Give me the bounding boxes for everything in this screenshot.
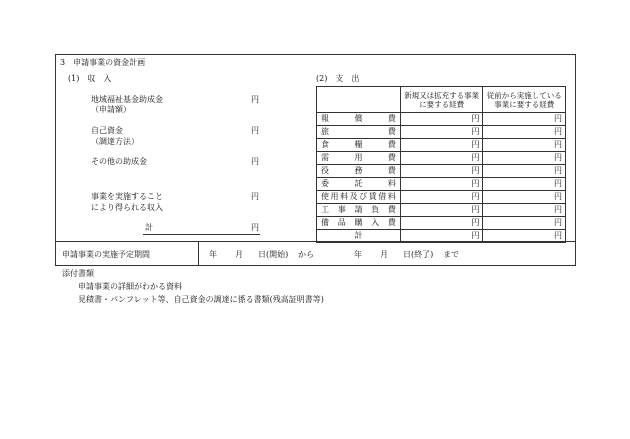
table-row	[317, 204, 566, 217]
income-item-label: 自己資金	[91, 126, 123, 135]
income-item-label: その他の助成金	[91, 157, 147, 166]
expense-item-label: 委 託 料	[321, 179, 396, 188]
new-cost-cell: 円	[400, 113, 483, 126]
existing-cost-cell: 円	[483, 178, 566, 191]
new-cost-cell: 円	[400, 178, 483, 191]
new-cost-cell: 円	[400, 204, 483, 217]
income-item-label: 事業を実施すること	[91, 192, 163, 201]
expense-item-label: 旅 費	[321, 127, 396, 136]
period-end-day: 日(終了)	[403, 250, 434, 259]
new-cost-cell: 円	[400, 152, 483, 165]
existing-cost-cell: 円	[483, 126, 566, 139]
income-item-sub: により得られる収入	[91, 203, 163, 212]
existing-cost-cell: 円	[483, 113, 566, 126]
attachment-item: 見積書・パンフレット等、自己資金の調達に係る書類(残高証明書等)	[78, 295, 324, 304]
period-start-year: 年	[209, 250, 217, 259]
existing-project-cost-header: 従前から実施している事業に要する経費	[483, 87, 566, 113]
income-item-label: 地域福祉基金助成金	[91, 95, 163, 104]
expense-total-label: 計	[317, 230, 401, 243]
new-cost-cell: 円	[400, 126, 483, 139]
table-row	[317, 152, 566, 165]
table-row	[317, 126, 566, 139]
expense-item-label: 使 用 料 及 び 賃 借 料	[321, 192, 396, 201]
new-cost-cell: 円	[400, 139, 483, 152]
expenditure-blank-header	[317, 87, 401, 113]
expense-item-label: 報 償 費	[321, 114, 396, 123]
expense-item-label: 役 務 費	[321, 166, 396, 175]
table-row	[317, 165, 566, 178]
new-cost-cell: 円	[400, 217, 483, 230]
table-row	[317, 191, 566, 204]
existing-cost-cell: 円	[483, 217, 566, 230]
income-item-unit: 円	[251, 95, 259, 104]
table-row	[317, 139, 566, 152]
expenditure-table	[316, 86, 566, 243]
income-item-unit: 円	[251, 192, 259, 201]
table-row	[317, 113, 566, 126]
new-cost-cell: 円	[400, 165, 483, 178]
existing-cost-total-cell: 円	[483, 230, 566, 243]
period-from: から	[298, 250, 314, 259]
income-total-label: 計	[145, 223, 153, 232]
table-row	[317, 230, 566, 243]
income-item-sub: （調達方法）	[91, 137, 139, 146]
new-cost-cell: 円	[400, 191, 483, 204]
period-end-year: 年	[354, 250, 362, 259]
period-end-month: 月	[380, 250, 388, 259]
table-row	[317, 217, 566, 230]
income-item-sub: （申請額）	[91, 105, 131, 114]
attachments-heading: 添付書類	[62, 269, 94, 278]
period-label: 申請事業の実施予定期間	[62, 250, 150, 259]
expense-item-label: 食 糧 費	[321, 140, 396, 149]
income-item-unit: 円	[251, 157, 259, 166]
new-project-cost-header: 新規又は拡充する事業に要する経費	[400, 87, 483, 113]
income-total-unit: 円	[251, 223, 259, 232]
expense-item-label: 備 品 購 入 費	[321, 218, 396, 227]
existing-cost-cell: 円	[483, 191, 566, 204]
attachment-item: 申請事業の詳細がわかる資料	[78, 282, 182, 291]
table-row	[317, 178, 566, 191]
section-title: 3 申請事業の資金計画	[60, 58, 146, 67]
income-heading: (1) 収 入	[68, 74, 112, 83]
existing-cost-cell: 円	[483, 139, 566, 152]
income-item-unit: 円	[251, 126, 259, 135]
existing-cost-cell: 円	[483, 165, 566, 178]
existing-cost-cell: 円	[483, 152, 566, 165]
expense-item-label: 工 事 請 負 費	[321, 205, 396, 214]
expense-item-label: 需 用 費	[321, 153, 396, 162]
period-start-month: 月	[235, 250, 243, 259]
existing-cost-cell: 円	[483, 204, 566, 217]
period-to: まで	[443, 250, 459, 259]
period-start-day: 日(開始)	[258, 250, 289, 259]
income-total-underline	[143, 234, 260, 235]
period-label-divider	[198, 241, 199, 266]
expenditure-heading: (2) 支 出	[316, 74, 360, 83]
new-cost-total-cell: 円	[400, 230, 483, 243]
